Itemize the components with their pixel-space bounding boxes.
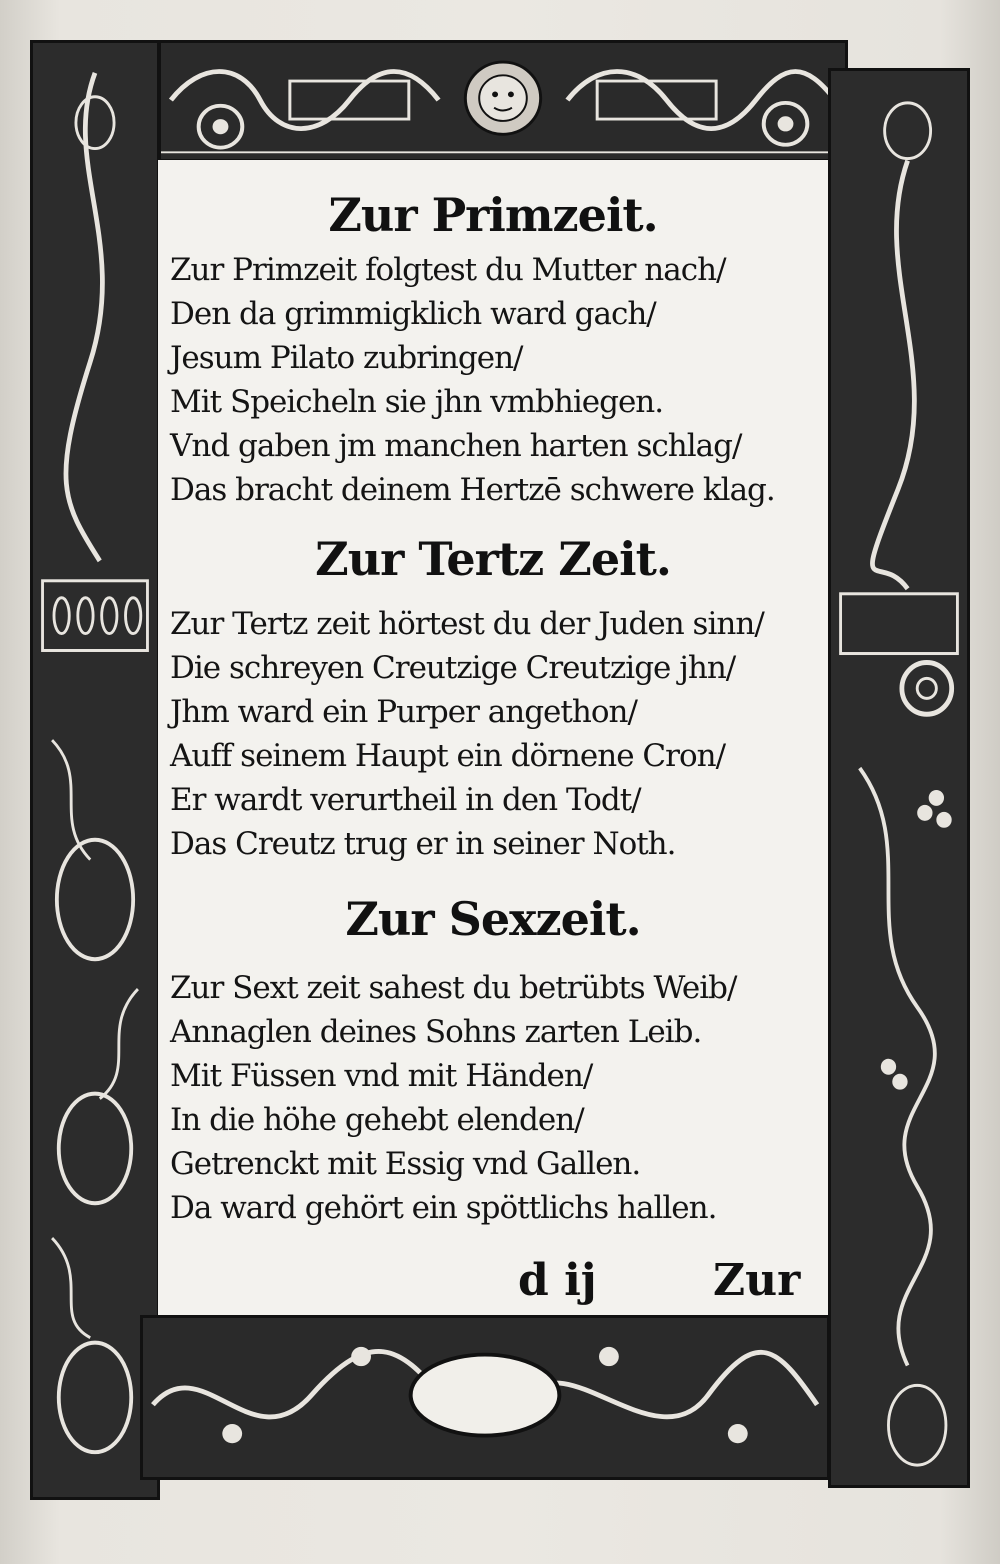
verse-line: In die höhe gehebt elenden/ <box>170 1102 584 1138</box>
text-panel <box>158 160 828 1315</box>
catchword: Zur <box>713 1255 801 1306</box>
verse-line: Zur Tertz zeit hörtest du der Juden sinn/ <box>170 606 764 642</box>
verse-line: Die schreyen Creutzige Creutzige jhn/ <box>170 650 736 686</box>
verse-line: Getrenckt mit Essig vnd Gallen. <box>170 1146 641 1182</box>
verse-line: Zur Sext zeit sahest du betrübts Weib/ <box>170 970 737 1006</box>
left-ornament-border <box>30 40 160 1500</box>
verse-line: Mit Speicheln sie jhn vmbhiegen. <box>170 384 664 420</box>
verse-line: Annaglen deines Sohns zarten Leib. <box>170 1014 702 1050</box>
right-ornament-border <box>828 68 970 1488</box>
verse-line: Auff seinem Haupt ein dörnene Cron/ <box>170 738 726 774</box>
verse-line: Jesum Pilato zubringen/ <box>170 340 523 376</box>
verse-line: Vnd gaben jm manchen harten schlag/ <box>170 428 742 464</box>
verse-line: Das Creutz trug er in seiner Noth. <box>170 826 676 862</box>
section-heading: Zur Sexzeit. <box>345 892 641 946</box>
verse-line: Da ward gehört ein spöttlichs hallen. <box>170 1190 717 1226</box>
bottom-ornament-border <box>140 1315 830 1480</box>
section-heading: Zur Tertz Zeit. <box>315 532 671 586</box>
verse-line: Den da grimmigklich ward gach/ <box>170 296 656 332</box>
verse-line: Mit Füssen vnd mit Händen/ <box>170 1058 593 1094</box>
verse-line: Er wardt verurtheil in den Todt/ <box>170 782 641 818</box>
verse-line: Jhm ward ein Purper angethon/ <box>170 694 637 730</box>
verse-line: Zur Primzeit folgtest du Mutter nach/ <box>170 252 726 288</box>
signature-mark: d ij <box>518 1255 597 1306</box>
top-ornament-border <box>158 40 848 162</box>
section-heading: Zur Primzeit. <box>328 188 658 242</box>
verse-line: Das bracht deinem Hertzē schwere klag. <box>170 472 775 508</box>
